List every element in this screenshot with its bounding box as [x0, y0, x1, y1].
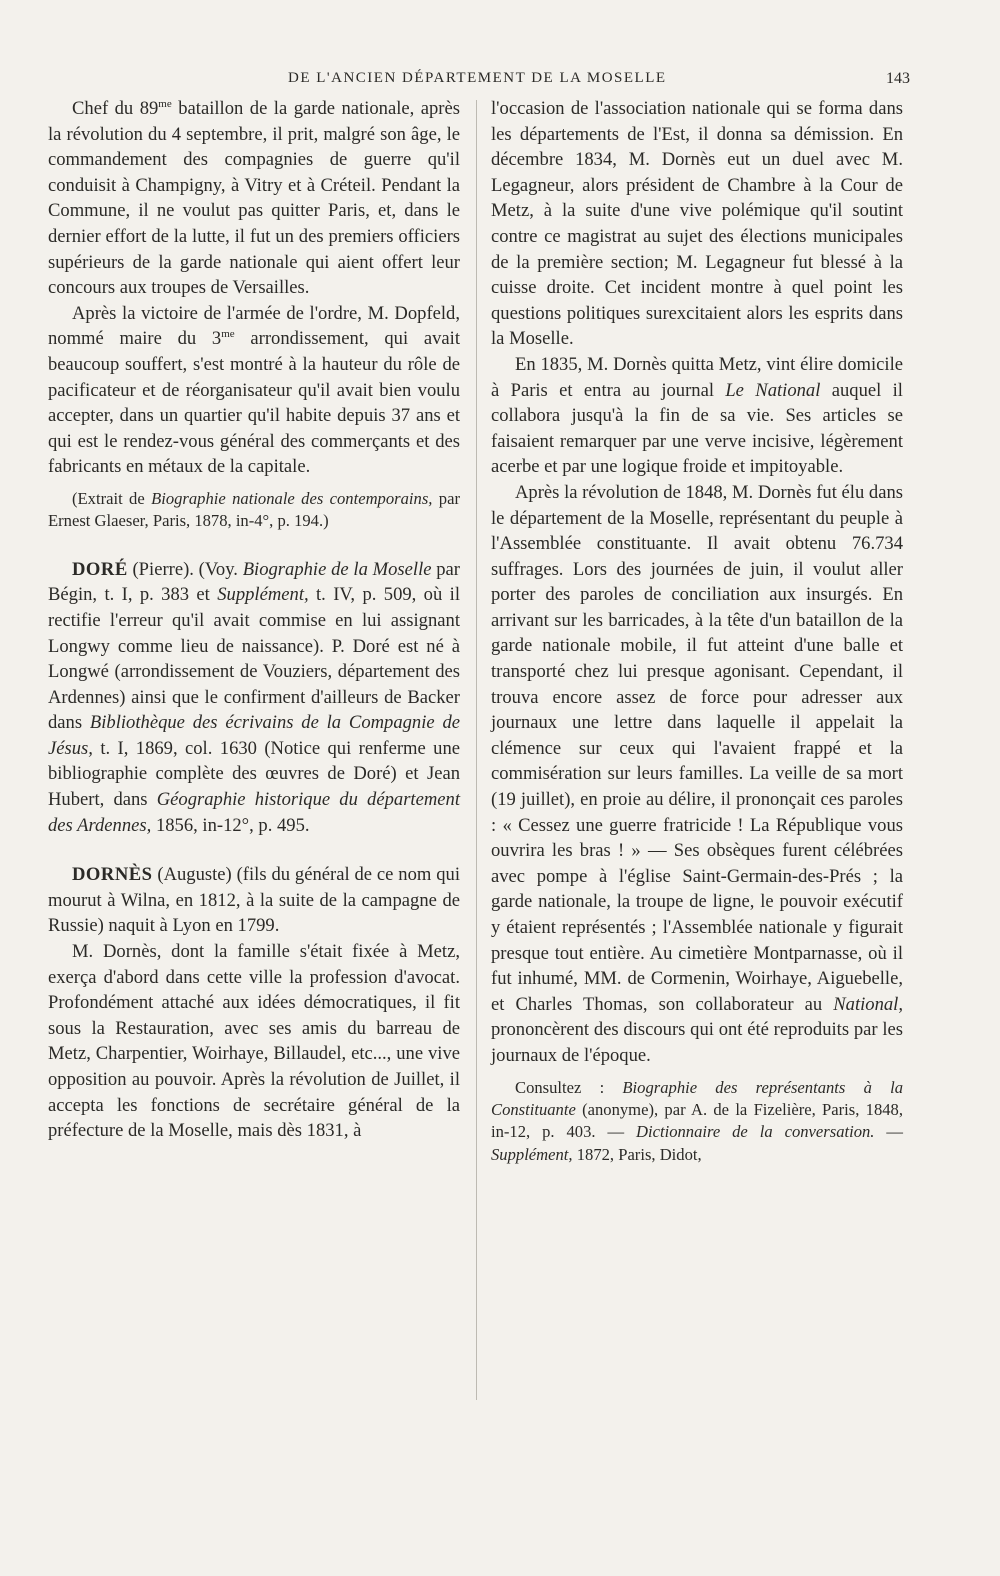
paragraph-revolution-1848: Après la révolution de 1848, M. Dornès fut élu dans le département de la Moselle, représentant du peuple à l'Assemblée constituante. Il avait obtenu 76.734 suffrages. Lors des journées de juin, il voulut aller porter des paroles de conciliation aux insurgés. En arrivant sur les barricades, à la tête d'un bataillon de la garde nationale mobile, il fut atteint d'une balle et transporté chez lui presque agonisant. Cependant, il trouva encore assez de force pour adresser aux journaux une lettre dans laquelle il appelait la clémence sur ceux qui l'avaient frappé et la commisération sur leurs familles. La veille de sa mort (19 juillet), en proie au délire, il prononçait ces paroles : « Cessez une guerre fratricide ! La République vous ouvrira les bras ! » — Ses obsèques furent célébrées avec pompe à l'église Saint-Germain-des-Prés ; la garde nationale, la troupe de ligne, le pouvoir exécutif y étaient représentés ; l'Assemblée nationale y figurait presque tout entière. Au cimetière Montparnasse, où il fut inhumé, MM. de Cormenin, Woirhaye, Aiguebelle, et Charles Thomas, son collaborateur au National, prononcèrent des discours qui ont été reproduits par les journaux de l'époque. [491, 481, 903, 1066]
column-divider [476, 100, 477, 1400]
running-title: DE L'ANCIEN DÉPARTEMENT DE LA MOSELLE [288, 70, 667, 86]
paragraph-dornes-metz: M. Dornès, dont la famille s'était fixée à Metz, exerça d'abord dans cette ville la profession d'avocat. Profondément attaché aux idées démocratiques, il fit sous la Restauration, avec ses amis du barreau de Metz, Charpentier, Woirhaye, Billaudel, etc..., une vive opposition au pouvoir. Après la révolution de Juillet, il accepta les fonctions de secrétaire général de la préfecture de la Moselle, mais dès 1831, à [48, 941, 460, 1142]
entry-heading-dore: DORÉ [72, 558, 128, 580]
entry-dore: DORÉ (Pierre). (Voy. Biographie de la Moselle par Bégin, t. I, p. 383 et Supplément, t. IV, p. 509, où il rectifie l'erreur qu'il avait commise en lui assignant Longwy comme lieu de naissance). P. Doré est né à Longwé (arrondissement de Vouziers, département des Ardennes) ainsi que le confirment d'ailleurs de Backer dans Bibliothèque des écrivains de la Compagnie de Jésus, t. I, 1869, col. 1630 (Notice qui renferme une bibliographie complète des œuvres de Doré) et Jean Hubert, dans Géographie historique du département des Ardennes, 1856, in-12°, p. 495. [48, 558, 461, 836]
source-note-consultez: Consultez : Biographie des représentants à la Constituante (anonyme), par A. de la Fizelière, Paris, 1848, in-12, p. 403. — Dictionnaire de la conversation. — Supplément, 1872, Paris, Didot, [491, 1077, 903, 1164]
paragraph-chef-bataillon: Chef du $89^{me}$ bataillon de la garde nationale, après la révolution du 4 septembre, il prit, malgré son âge, le commandement des compagnies de guerre qu'il conduisit à Champigny, à Vitry et à Créteil. Pendant la Commune, il ne voulut pas quitter Paris, et, dans le dernier effort de la lutte, il fut un des premiers officiers supérieurs de la garde nationale qui aient offert leur concours aux troupes de Versailles. [48, 97, 460, 299]
entry-heading-dornes: DORNÈS [72, 864, 153, 886]
running-header [48, 70, 910, 94]
page-number: 143 [886, 70, 910, 87]
right-column [491, 96, 903, 1166]
source-note-glaeser: (Extrait de Biographie nationale des contemporains, par Ernest Glaeser, Paris, 1878, in-4°, p. 194.) [48, 488, 460, 531]
entry-dornes: DORNÈS (Auguste) (fils du général de ce nom qui mourut à Wilna, en 1812, à la suite de la campagne de Russie) naquit à Lyon en 1799. [48, 864, 460, 937]
paragraph-demission: l'occasion de l'association nationale qui se forma dans les départements de l'Est, il donna sa démission. En décembre 1834, M. Dornès eut un duel avec M. Legagneur, alors président de Chambre à la Cour de Metz, à la suite d'une vive polémique qu'il soutint contre ce magistrat au sujet des élections municipales de la première section; M. Legagneur fut blessé à la cuisse droite. Cet incident montre à quel point les questions politiques surexcitaient alors les esprits dans la Moselle. [491, 98, 903, 350]
paragraph-national: En 1835, M. Dornès quitta Metz, vint élire domicile à Paris et entra au journal Le National auquel il collabora jusqu'à la fin de sa vie. Ses articles se faisaient remarquer par une verve incisive, légèrement acerbe et par une logique froide et impitoyable. [491, 353, 903, 478]
paragraph-dopfeld: Après la victoire de l'armée de l'ordre, M. Dopfeld, nommé maire du $3^{me}$ arrondissement, qui avait beaucoup souffert, s'est montré à la hauteur du rôle de pacificateur et de réorganisateur qu'il avait bien voulu accepter, dans un quartier qu'il habite depuis 37 ans et qui est le rendez-vous général des commerçants et des fabricants en métaux de la capitale. [48, 302, 460, 478]
left-column [48, 96, 460, 1144]
